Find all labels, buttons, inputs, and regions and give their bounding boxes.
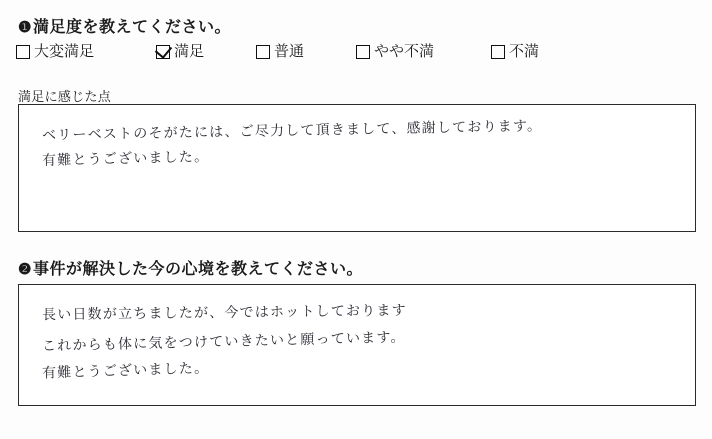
question-2-heading (18, 256, 363, 279)
choice-somewhat-dissatisfied[interactable] (356, 44, 434, 59)
handwritten-line: 有難とうございました。 (41, 148, 210, 170)
choice-label: 大変満足 (34, 43, 95, 60)
satisfaction-choice-group (16, 44, 696, 70)
handwritten-line: ベリーベストのそがたには、ご尽力して頂きまして、感謝しております。 (41, 118, 543, 144)
checkbox-icon[interactable] (256, 45, 270, 59)
handwritten-line: これからも体に気をつけていきたいと願っています。 (41, 329, 406, 355)
question-1-number: ❶ (18, 19, 32, 36)
choice-satisfied[interactable] (156, 44, 204, 59)
checkbox-icon[interactable] (356, 45, 370, 59)
choice-label: 満足 (174, 43, 205, 60)
checkbox-icon[interactable] (16, 45, 30, 59)
choice-label: 不満 (509, 43, 540, 60)
checkbox-icon[interactable] (491, 45, 505, 59)
checkbox-checked-icon[interactable] (156, 45, 170, 59)
satisfaction-points-label: 満足に感じた点 (18, 89, 112, 104)
choice-dissatisfied[interactable] (491, 44, 539, 59)
question-2-title: 事件が解決した今の心境を教えてください。 (32, 261, 363, 278)
choice-label: 普通 (274, 43, 305, 60)
question-2-number: ❷ (18, 261, 32, 278)
choice-neutral[interactable] (256, 44, 304, 59)
question-1-heading (18, 14, 231, 37)
choice-label: やや不満 (374, 43, 435, 60)
choice-very-satisfied[interactable] (16, 44, 94, 59)
handwritten-line: 有難とうございました。 (41, 360, 210, 382)
handwritten-line: 長い日数が立ちましたが、今ではホットしております (41, 302, 407, 324)
question-1-title: 満足度を教えてください。 (32, 19, 231, 36)
